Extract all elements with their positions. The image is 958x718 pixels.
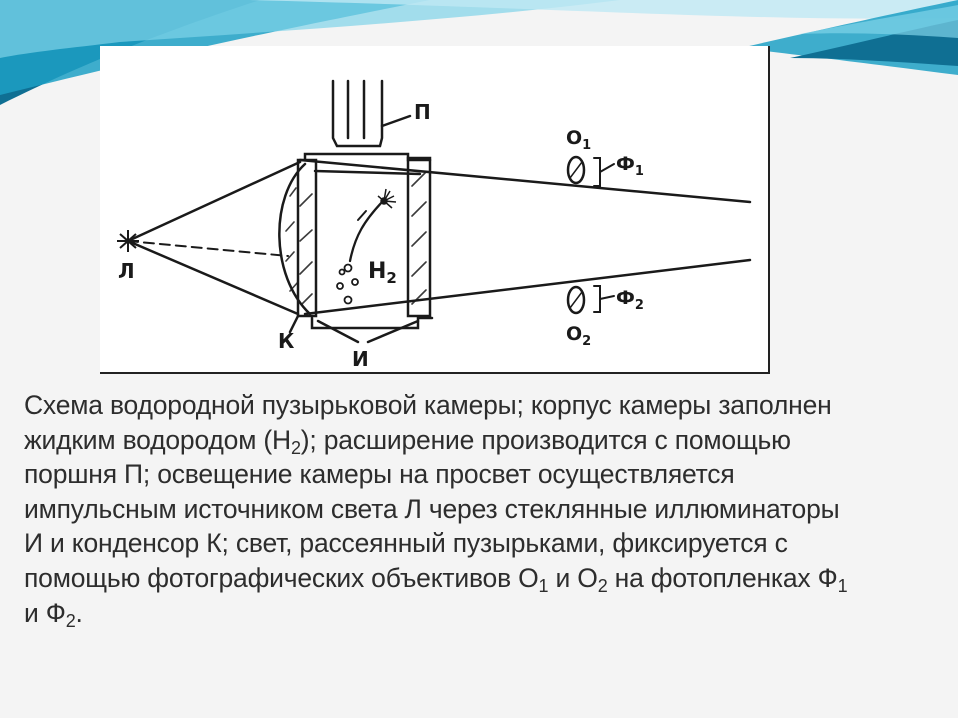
label-hydrogen: $H_2$ (368, 259, 397, 287)
light-source-icon (117, 230, 139, 252)
condenser-lens (279, 164, 310, 314)
film-2-bracket (594, 286, 614, 312)
condenser-plate (298, 160, 316, 316)
caption-line: и $Ф_2$. (24, 597, 83, 631)
label-objective-2: $O_2$ (566, 323, 592, 349)
label-piston: П (414, 100, 431, 124)
ray-upper (128, 162, 300, 241)
ray-center-dashed (128, 241, 288, 256)
illuminator-leader-left (318, 321, 358, 342)
illuminator-window (408, 158, 430, 316)
piston-leader (382, 116, 410, 126)
track-dash-1 (358, 211, 366, 220)
caption-line: И и конденсор К; свет, рассеянный пузырьками, фиксируется с (24, 528, 788, 559)
ray-lower (128, 241, 298, 314)
film-1-bracket (594, 158, 614, 186)
piston (333, 81, 382, 146)
label-film-2: $Ф_2$ (616, 287, 644, 313)
bubbles (337, 265, 358, 304)
illuminator-leader-right (368, 321, 418, 342)
label-condenser: К (278, 329, 295, 353)
caption-line: помощью фотографических объективов $O_1$ и $O_2$ на фотопленках $Ф_1$ (24, 562, 848, 596)
caption-line: жидким водородом $(H_2)$; расширение производится с помощью (24, 424, 791, 458)
diagram-panel (100, 46, 770, 374)
particle-track (350, 201, 383, 261)
bubble-chamber-diagram (100, 46, 768, 372)
label-objective-1: $O_1$ (566, 127, 592, 153)
caption-line: импульсным источником света Л через стеклянные иллюминаторы (24, 493, 840, 524)
beam-middle-upper (315, 171, 420, 174)
label-film-1: $Ф_1$ (616, 153, 644, 179)
caption-line: поршня П; освещение камеры на просвет осуществляется (24, 459, 735, 490)
beam-upper-edge (300, 160, 750, 202)
label-illuminators: И (352, 347, 369, 371)
caption-line: Схема водородной пузырьковой камеры; корпус камеры заполнен (24, 390, 832, 420)
label-source: Л (118, 259, 135, 283)
diagram-caption (24, 388, 949, 630)
